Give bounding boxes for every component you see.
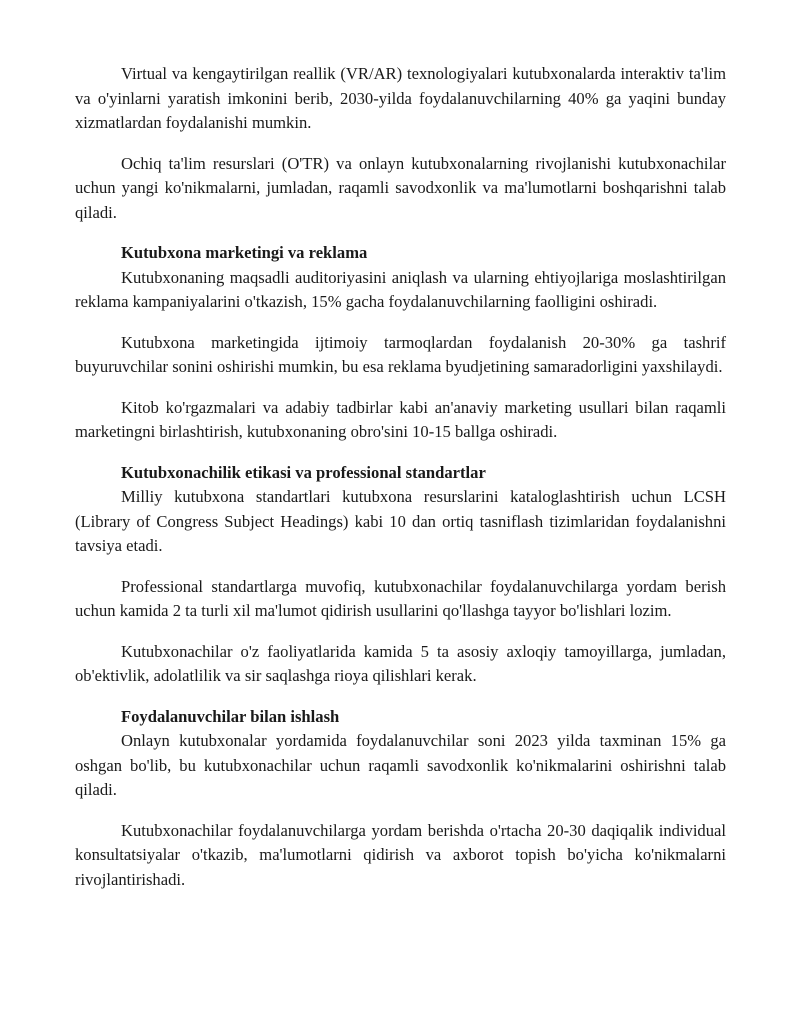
paragraph-consultations: Kutubxonachilar foydalanuvchilarga yordam berishda o'rtacha 20-30 daqiqalik individual konsultatsiyalar o'tkazib, ma'lumotlarni qidirish va axborot topish bo'yicha ko'nikmalarni rivojlantirishadi. [75, 820, 726, 889]
paragraph-online-libraries: Onlayn kutubxonalar yordamida foydalanuvchilar soni 2023 yilda taxminan 15% ga oshgan bo'lib, bu kutubxonachilar uchun raqamli savodxonlik ko'nikmalarini oshirishni talab qiladi. [75, 731, 726, 799]
paragraph-vr-ar: Virtual va kengaytirilgan reallik (VR/AR) texnologiyalari kutubxonalarda interaktiv ta'lim va o'yinlarni yaratish imkonini berib, 2030-yilda foydalanuvchilarning 40% ga yaqini bunday xizmatlardan foydalanishi mumkin. [75, 64, 726, 132]
paragraph-ethical-principles: Kutubxonachilar o'z faoliyatlarida kamida 5 ta asosiy axloqiy tamoyillarga, jumladan, ob'ektivlik, adolatlilik va sir saqlashga rioya qilishlari kerak. [75, 641, 726, 685]
section-heading-marketing: Kutubxona marketingi va reklama [121, 243, 368, 262]
document-page [75, 62, 726, 892]
section-heading-users: Foydalanuvchilar bilan ishlash [121, 706, 340, 726]
paragraph-national-standards: Milliy kutubxona standartlari kutubxona resurslarini kataloglashtirish uchun LCSH (Library of Congress Subject Headings) kabi 10 dan ortiq tasniflash tizimlaridan foydalanishni tavsiya etadi. [75, 487, 726, 555]
paragraph-book-exhibitions: Kitob ko'rgazmalari va adabiy tadbirlar kabi an'anaviy marketing usullari bilan raqamli marketingni birlashtirish, kutubxonaning obro'sini 10-15 ballga oshiradi. [75, 397, 726, 441]
section-heading-ethics: Kutubxonachilik etikasi va professional standartlar [121, 462, 486, 482]
paragraph-professional-standards: Professional standartlarga muvofiq, kutubxonachilar foydalanuvchilarga yordam berish uchun kamida 2 ta turli xil ma'lumot qidirish usullarini qo'llashga tayyor bo'lishlari lozim. [75, 576, 726, 620]
paragraph-target-audience: Kutubxonaning maqsadli auditoriyasini aniqlash va ularning ehtiyojlariga moslashtirilgan reklama kampaniyalarini o'tkazish, 15% gacha foydalanuvchilarning faolligini oshiradi. [75, 267, 726, 311]
paragraph-social-media: Kutubxona marketingida ijtimoiy tarmoqlardan foydalanish 20-30% ga tashrif buyuruvchilar sonini oshirishi mumkin, bu esa reklama byudjetining samaradorligini yaxshilaydi. [75, 332, 726, 376]
paragraph-open-education: Ochiq ta'lim resurslari (O'TR) va onlayn kutubxonalarning rivojlanishi kutubxonachilar uchun yangi ko'nikmalarni, jumladan, raqamli savodxonlik va ma'lumotlarni boshqarishni talab qiladi. [75, 153, 726, 222]
